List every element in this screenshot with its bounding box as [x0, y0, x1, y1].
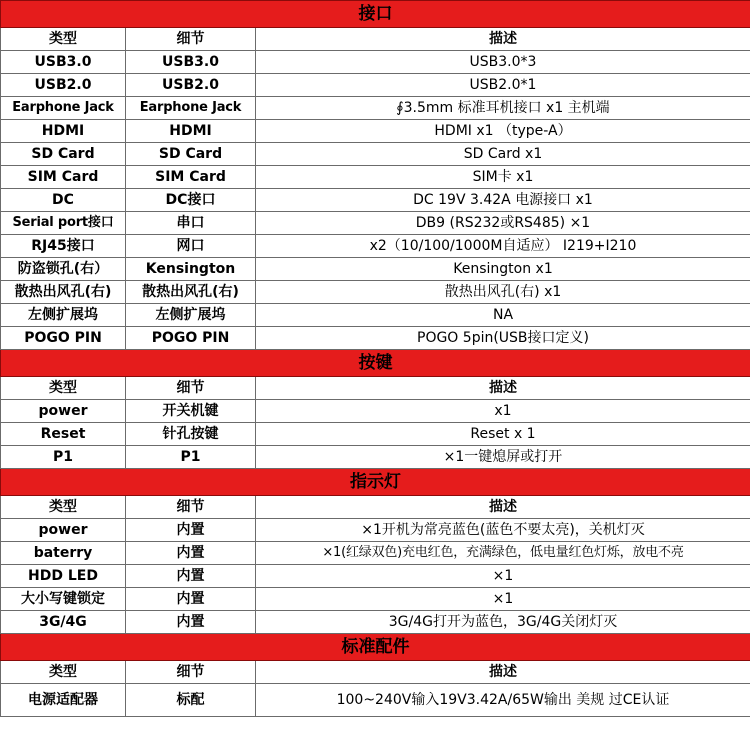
cell-detail: 内置 [126, 565, 256, 588]
table-row [1, 74, 750, 97]
cell-detail: 散热出风孔(右) [126, 281, 256, 304]
cell-detail: POGO PIN [126, 327, 256, 350]
col-header-desc: 描述 [256, 661, 750, 684]
table-row [1, 166, 750, 189]
cell-type: POGO PIN [1, 327, 126, 350]
section-header-accessories [1, 634, 750, 661]
table-row [1, 542, 750, 565]
cell-type: 大小写键锁定 [1, 588, 126, 611]
cell-type: RJ45接口 [1, 235, 126, 258]
cell-detail: 内置 [126, 588, 256, 611]
cell-desc: ×1开机为常亮蓝色(蓝色不要太亮)，关机灯灭 [256, 519, 750, 542]
cell-detail: USB3.0 [126, 51, 256, 74]
cell-desc: ×1 [256, 565, 750, 588]
table-row [1, 519, 750, 542]
cell-type: 散热出风孔(右) [1, 281, 126, 304]
col-header-type: 类型 [1, 496, 126, 519]
table-row [1, 588, 750, 611]
section-title: 接口 [1, 1, 750, 28]
cell-detail: 内置 [126, 519, 256, 542]
table-row [1, 423, 750, 446]
col-header-type: 类型 [1, 28, 126, 51]
col-header-desc: 描述 [256, 496, 750, 519]
cell-type: SIM Card [1, 166, 126, 189]
table-row [1, 235, 750, 258]
cell-type: HDD LED [1, 565, 126, 588]
section-title: 按键 [1, 350, 750, 377]
cell-detail: 内置 [126, 611, 256, 634]
cell-desc: SD Card x1 [256, 143, 750, 166]
cell-desc: 3G/4G打开为蓝色，3G/4G关闭灯灭 [256, 611, 750, 634]
cell-desc: Reset x 1 [256, 423, 750, 446]
table-row [1, 684, 750, 717]
cell-desc: SIM卡 x1 [256, 166, 750, 189]
cell-desc: USB2.0*1 [256, 74, 750, 97]
cell-desc: Kensington x1 [256, 258, 750, 281]
table-row [1, 97, 750, 120]
cell-detail: 网口 [126, 235, 256, 258]
cell-type: baterry [1, 542, 126, 565]
cell-desc: ∮3.5mm 标准耳机接口 x1 主机端 [256, 97, 750, 120]
cell-detail: 内置 [126, 542, 256, 565]
cell-desc: ×1一键熄屏或打开 [256, 446, 750, 469]
table-row [1, 400, 750, 423]
cell-detail: USB2.0 [126, 74, 256, 97]
table-row [1, 258, 750, 281]
cell-type: USB2.0 [1, 74, 126, 97]
table-row [1, 143, 750, 166]
cell-type: power [1, 400, 126, 423]
col-header-type: 类型 [1, 661, 126, 684]
cell-desc: x2（10/100/1000M自适应） I219+I210 [256, 235, 750, 258]
cell-desc: DB9 (RS232或RS485) ×1 [256, 212, 750, 235]
table-row [1, 446, 750, 469]
cell-detail: Earphone Jack [126, 97, 256, 120]
col-header-desc: 描述 [256, 377, 750, 400]
col-header-detail: 细节 [126, 377, 256, 400]
cell-detail: P1 [126, 446, 256, 469]
column-header-row [1, 496, 750, 519]
cell-type: power [1, 519, 126, 542]
cell-detail: 左侧扩展坞 [126, 304, 256, 327]
table-row [1, 120, 750, 143]
cell-type: 电源适配器 [1, 684, 126, 717]
section-title: 标准配件 [1, 634, 750, 661]
cell-detail: SD Card [126, 143, 256, 166]
section-header-interfaces [1, 1, 750, 28]
col-header-detail: 细节 [126, 28, 256, 51]
section-header-indicators [1, 469, 750, 496]
cell-type: SD Card [1, 143, 126, 166]
cell-desc: ×1(红绿双色)充电红色，充满绿色，低电量红色灯烁，放电不亮 [256, 542, 750, 565]
section-header-buttons [1, 350, 750, 377]
cell-desc: 100~240V输入19V3.42A/65W输出 美规 过CE认证 [256, 684, 750, 717]
table-row [1, 565, 750, 588]
cell-detail: 针孔按键 [126, 423, 256, 446]
cell-detail: DC接口 [126, 189, 256, 212]
cell-type: 3G/4G [1, 611, 126, 634]
column-header-row [1, 28, 750, 51]
col-header-detail: 细节 [126, 661, 256, 684]
cell-type: Serial port接口 [1, 212, 126, 235]
table-row [1, 611, 750, 634]
cell-desc: 散热出风孔(右) x1 [256, 281, 750, 304]
cell-type: P1 [1, 446, 126, 469]
cell-type: Reset [1, 423, 126, 446]
col-header-detail: 细节 [126, 496, 256, 519]
cell-detail: 开关机键 [126, 400, 256, 423]
cell-desc: DC 19V 3.42A 电源接口 x1 [256, 189, 750, 212]
section-title: 指示灯 [1, 469, 750, 496]
cell-desc: NA [256, 304, 750, 327]
cell-detail: HDMI [126, 120, 256, 143]
cell-detail: 标配 [126, 684, 256, 717]
cell-type: DC [1, 189, 126, 212]
table-row [1, 281, 750, 304]
column-header-row [1, 661, 750, 684]
col-header-type: 类型 [1, 377, 126, 400]
table-row [1, 189, 750, 212]
cell-desc: USB3.0*3 [256, 51, 750, 74]
column-header-row [1, 377, 750, 400]
cell-type: Earphone Jack [1, 97, 126, 120]
cell-desc: x1 [256, 400, 750, 423]
cell-detail: 串口 [126, 212, 256, 235]
cell-desc: ×1 [256, 588, 750, 611]
table-row [1, 51, 750, 74]
col-header-desc: 描述 [256, 28, 750, 51]
table-row [1, 304, 750, 327]
cell-detail: Kensington [126, 258, 256, 281]
cell-type: USB3.0 [1, 51, 126, 74]
cell-type: 左侧扩展坞 [1, 304, 126, 327]
cell-desc: HDMI x1 （type-A） [256, 120, 750, 143]
cell-desc: POGO 5pin(USB接口定义) [256, 327, 750, 350]
cell-type: 防盗锁孔(右） [1, 258, 126, 281]
table-row [1, 327, 750, 350]
cell-detail: SIM Card [126, 166, 256, 189]
cell-type: HDMI [1, 120, 126, 143]
table-row [1, 212, 750, 235]
